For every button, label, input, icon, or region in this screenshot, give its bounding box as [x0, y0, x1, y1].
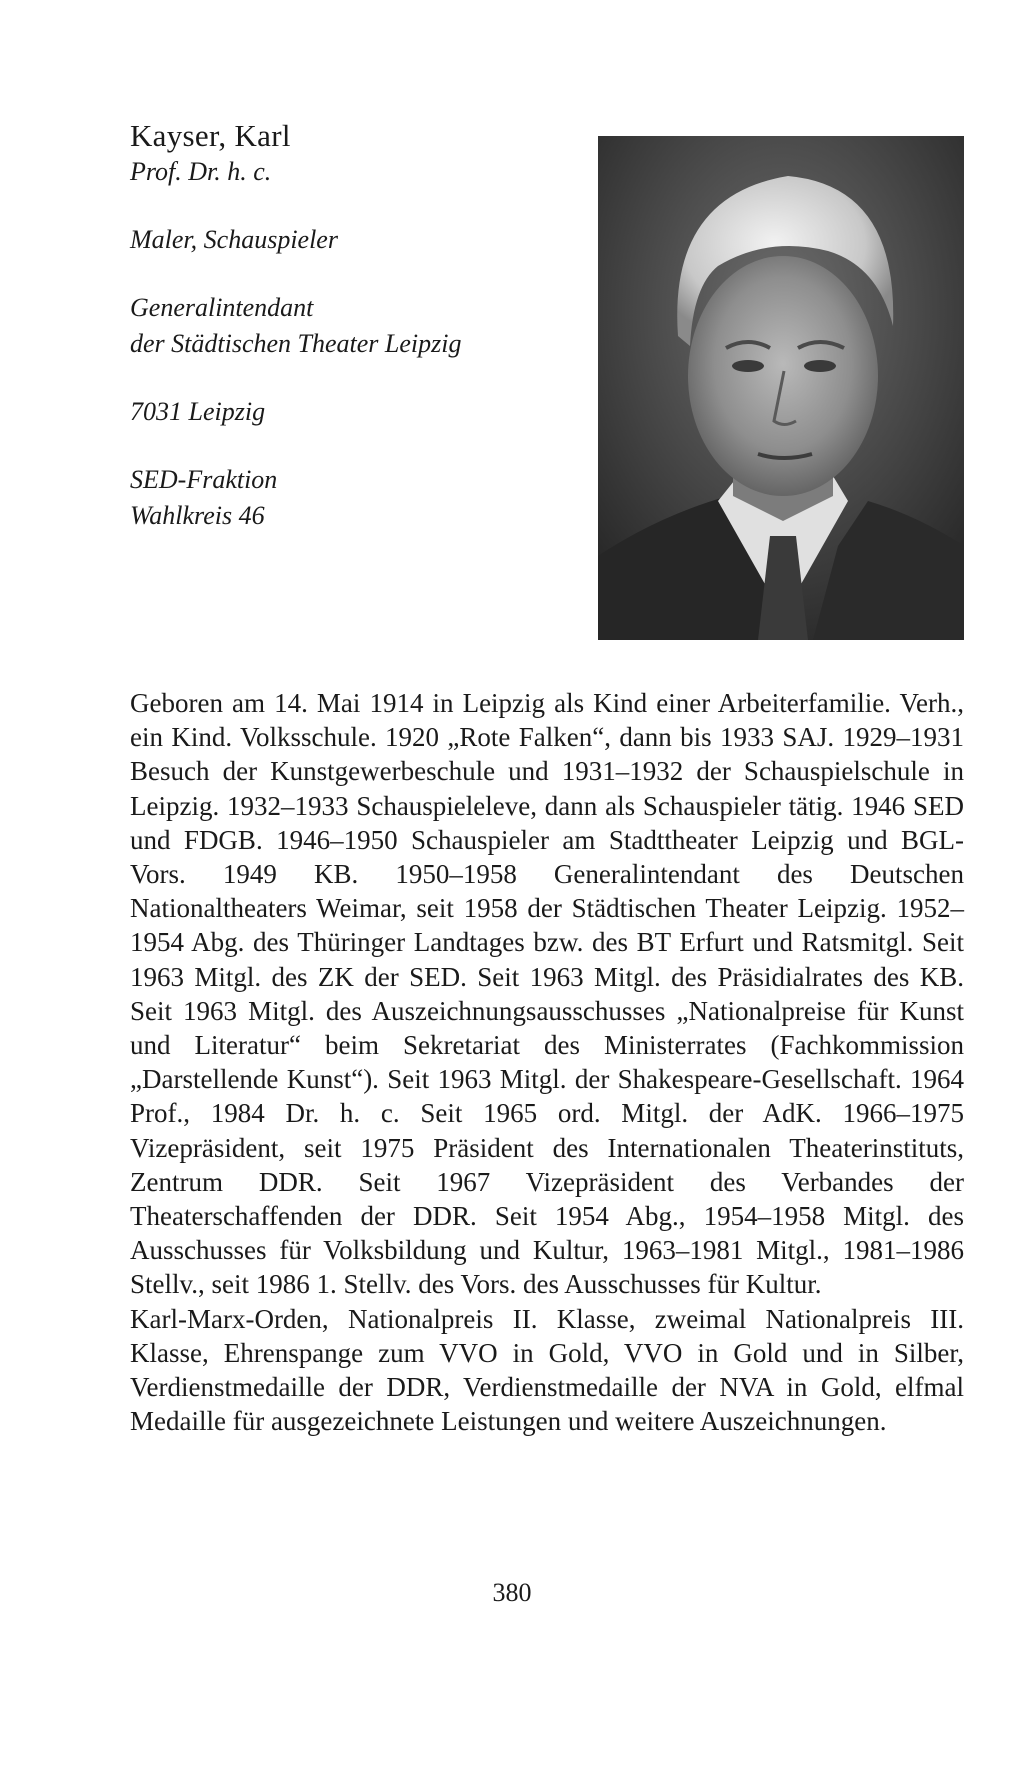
address: 7031 Leipzig	[130, 397, 266, 426]
awards-text: Karl-Marx-Orden, Nationalpreis II. Klasse, zweimal Nationalpreis III. Klasse, Ehrenspange zum VVO in Gold, VVO in Gold und in Silber, Verdienstmedaille der DDR, Verdienstmedaille der NVA in Gold, elfmal Medaille für ausgezeichnete Leistungen und weitere Auszeichnungen.	[130, 1303, 964, 1437]
portrait-photo-icon	[598, 136, 964, 640]
biography-block	[130, 686, 964, 1438]
person-name: Kayser, Karl	[130, 118, 291, 153]
position-line-2: der Städtischen Theater Leipzig	[130, 329, 462, 358]
page-number: 380	[492, 1578, 532, 1607]
profession: Maler, Schauspieler	[130, 225, 338, 254]
biography-text: Geboren am 14. Mai 1914 in Leipzig als Kind einer Arbeiterfamilie. Verh., ein Kind. Volksschule. 1920 „Rote Falken“, dann bis 1933 SAJ. 1929–1931 Besuch der Kunstgewerbeschule und 1931–1932 der Schauspielschule in Leipzig. 1932–1933 Schauspieleleve, dann als Schauspieler tätig. 1946 SED und FDGB. 1946–1950 Schauspieler am Stadttheater Leipzig und BGL-Vors. 1949 KB. 1950–1958 Generalintendant des Deutschen Nationaltheaters Weimar, seit 1958 der Städtischen Theater Leipzig. 1952–1954 Abg. des Thüringer Landtages bzw. des BT Erfurt und Ratsmitgl. Seit 1963 Mitgl. des ZK der SED. Seit 1963 Mitgl. des Präsidialrates des KB. Seit 1963 Mitgl. des Auszeichnungsausschusses „Nationalpreise für Kunst und Literatur“ beim Sekretariat des Ministerrates (Fachkommission „Darstellende Kunst“). Seit 1963 Mitgl. der Shakespeare-Gesellschaft. 1964 Prof., 1984 Dr. h. c. Seit 1965 ord. Mitgl. der AdK. 1966–1975 Vizepräsident, seit 1975 Präsident des Internationalen Theaterinstituts, Zentrum DDR. Seit 1967 Vizepräsident des Verbandes der Theaterschaffenden der DDR. Seit 1954 Abg., 1954–1958 Mitgl. des Ausschusses für Volksbildung und Kultur, 1963–1981 Mitgl., 1981–1986 Stellv., seit 1986 1. Stellv. des Vors. des Ausschusses für Kultur.	[130, 688, 964, 1300]
position-line-1: Generalintendant	[130, 293, 314, 322]
constituency: Wahlkreis 46	[130, 501, 265, 530]
portrait-photo	[598, 136, 964, 640]
faction: SED-Fraktion	[130, 465, 278, 494]
entry-header	[130, 118, 570, 534]
academic-title: Prof. Dr. h. c.	[130, 157, 272, 186]
